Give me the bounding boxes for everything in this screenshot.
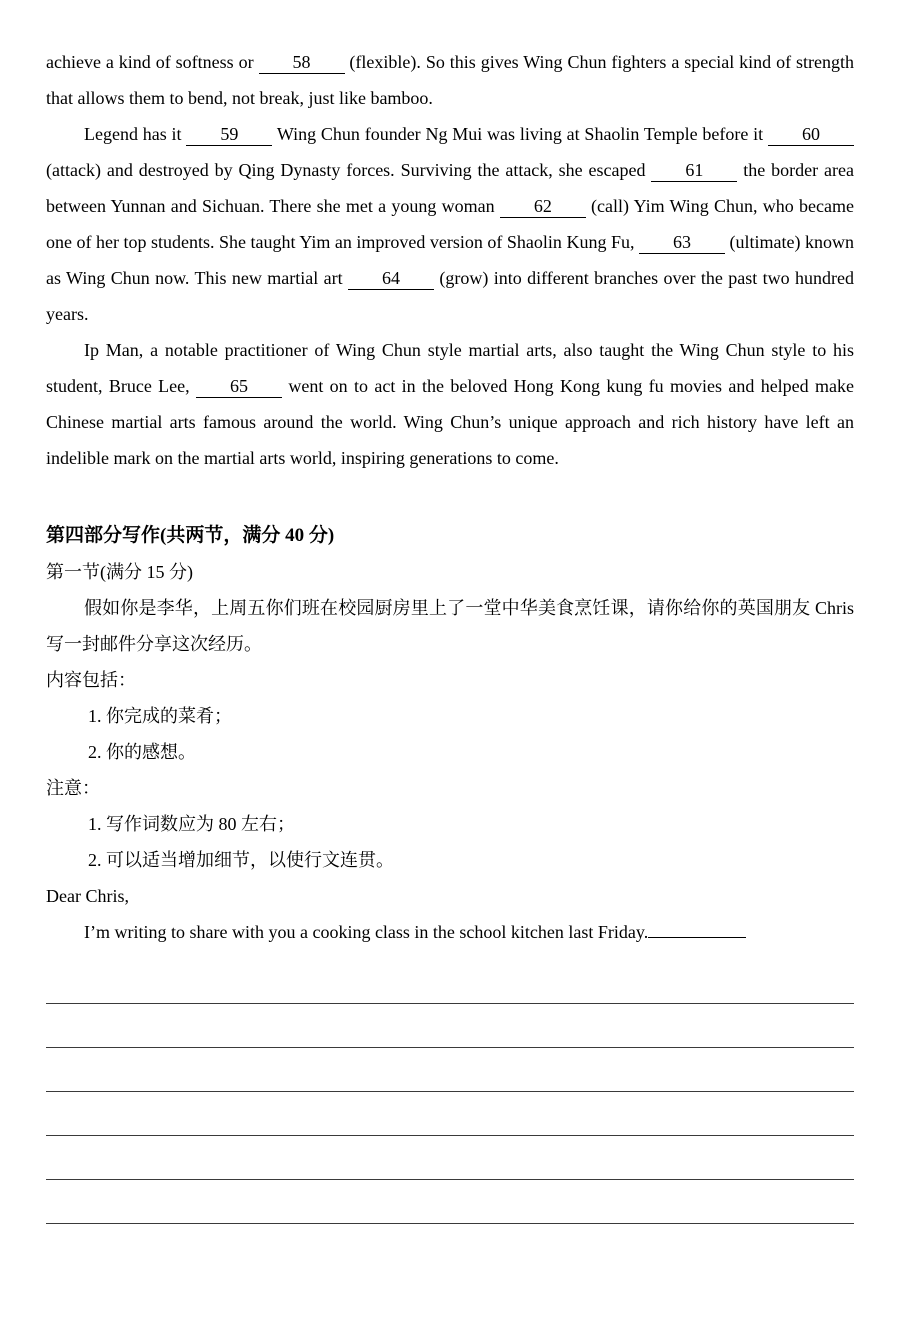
opening-tail-blank <box>648 917 746 938</box>
writing-part-heading: 第一节(满分 15 分) <box>46 562 193 582</box>
content-item-2: 2. 你的感想。 <box>88 742 196 762</box>
content-item-1: 1. 你完成的菜肴； <box>88 706 232 726</box>
opening-line <box>46 914 854 950</box>
answer-line <box>46 1004 854 1048</box>
notice-label: 注意： <box>46 778 100 798</box>
writing-prompt: 假如你是李华，上周五你们班在校园厨房里上了一堂中华美食烹饪课，请你给你的英国朋友 Chris 写一封邮件分享这次经历。 <box>46 598 854 654</box>
cloze-blank-58: 58 <box>259 51 345 74</box>
cloze-blank-61: 61 <box>651 159 737 182</box>
cloze-blank-62: 62 <box>500 195 586 218</box>
answer-line <box>46 960 854 1004</box>
opening-line-text: I’m writing to share with you a cooking class in the school kitchen last Friday. <box>84 922 649 942</box>
cloze-blank-59: 59 <box>186 123 272 146</box>
answer-lines <box>46 960 854 1224</box>
notice-item-1: 1. 写作词数应为 80 左右； <box>88 814 295 834</box>
cloze-blank-63: 63 <box>639 231 725 254</box>
content-label: 内容包括： <box>46 670 136 690</box>
cloze-blank-60: 60 <box>768 123 854 146</box>
answer-line <box>46 1136 854 1180</box>
cloze-blank-64: 64 <box>348 267 434 290</box>
passage <box>46 44 854 476</box>
salutation: Dear Chris, <box>46 886 129 906</box>
passage-paragraph: Legend has it 59 Wing Chun founder Ng Mui was living at Shaolin Temple before it 60 (attack) and destroyed by Qing Dynasty forces. Surviving the attack, she escaped 61 the border area between Yunnan and Sichuan. There she met a young woman 62 (call) Yim Wing Chun, who became one of her top students. She taught Yim an improved version of Shaolin Kung Fu, 63 (ultimate) known as Wing Chun now. This new martial art 64 (grow) into different branches over the past two hundred years. <box>46 124 854 324</box>
answer-line <box>46 1180 854 1224</box>
cloze-blank-65: 65 <box>196 375 282 398</box>
answer-line <box>46 1092 854 1136</box>
passage-paragraph: achieve a kind of softness or 58 (flexible). So this gives Wing Chun fighters a special kind of strength that allows them to bend, not break, just like bamboo. <box>46 52 854 108</box>
notice-item-2: 2. 可以适当增加细节，以使行文连贯。 <box>88 850 394 870</box>
answer-line <box>46 1048 854 1092</box>
writing-section-heading: 第四部分写作(共两节，满分 40 分) <box>46 525 335 546</box>
passage-paragraph: Ip Man, a notable practitioner of Wing Chun style martial arts, also taught the Wing Chun style to his student, Bruce Lee, 65 went on to act in the beloved Hong Kong kung fu movies and helped make Chinese martial arts famous around the world. Wing Chun’s unique approach and rich history have left an indelible mark on the martial arts world, inspiring generations to come. <box>46 340 854 468</box>
